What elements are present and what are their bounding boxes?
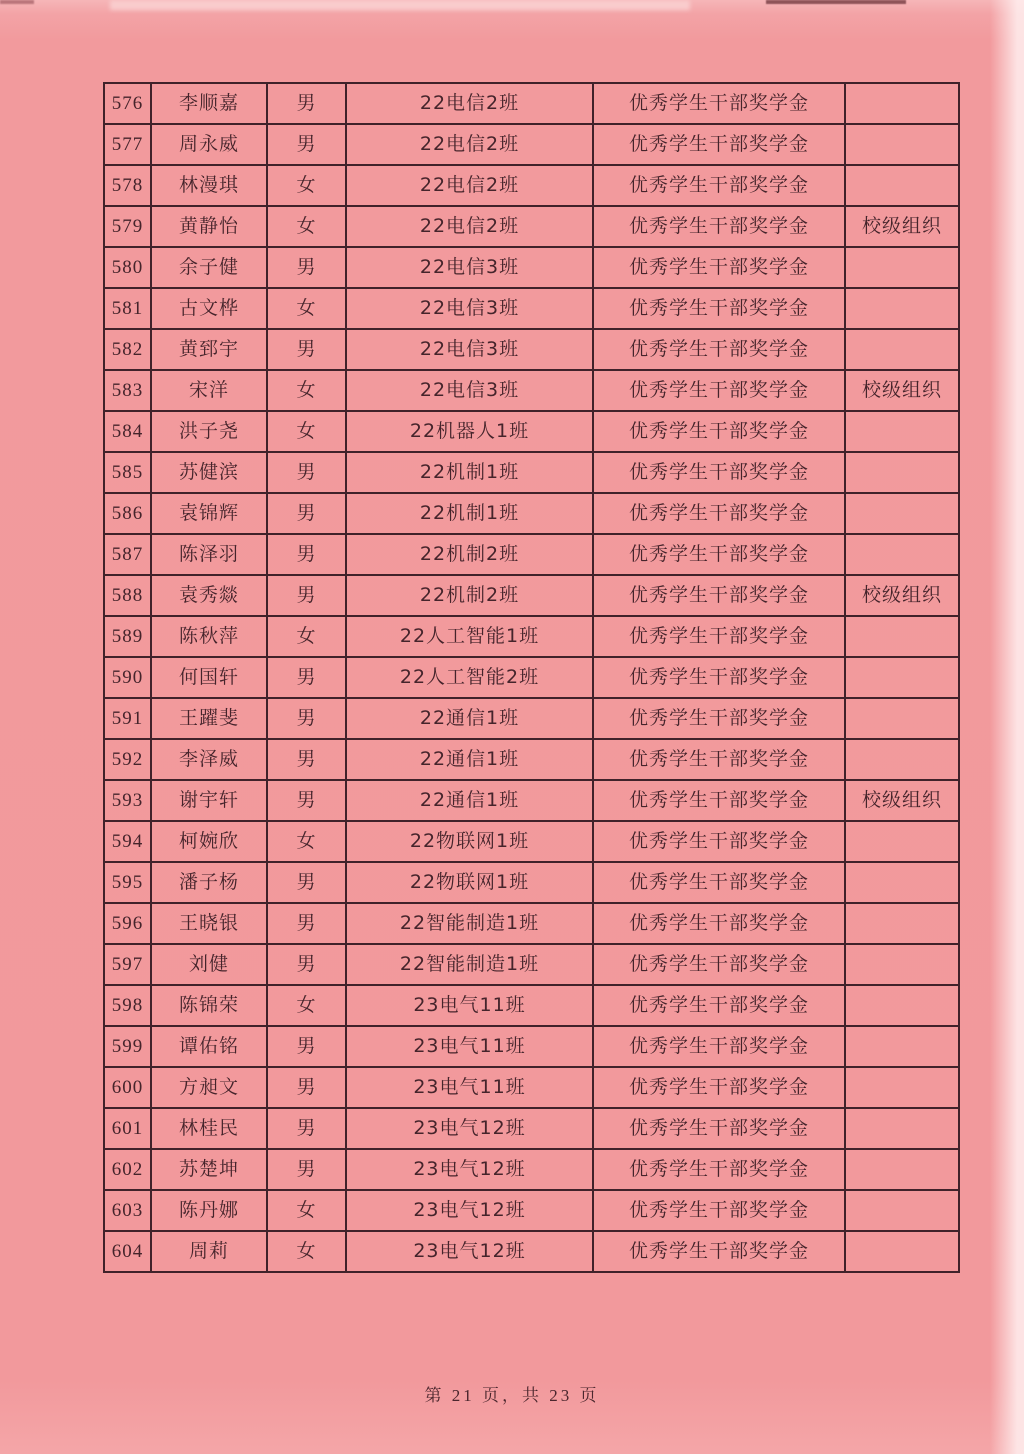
cell-name: 宋洋 — [151, 370, 267, 411]
cell-serial: 580 — [104, 247, 151, 288]
cell-award: 优秀学生干部奖学金 — [593, 247, 845, 288]
cell-name: 谢宇轩 — [151, 780, 267, 821]
cell-name: 刘健 — [151, 944, 267, 985]
scan-ink-streak — [0, 0, 34, 4]
cell-class: 22通信1班 — [346, 698, 593, 739]
table-row — [104, 452, 959, 493]
cell-gender: 男 — [267, 1067, 346, 1108]
cell-award: 优秀学生干部奖学金 — [593, 903, 845, 944]
cell-note — [845, 616, 959, 657]
cell-class: 22机制2班 — [346, 575, 593, 616]
scan-ink-streak — [766, 0, 906, 4]
cell-award: 优秀学生干部奖学金 — [593, 534, 845, 575]
cell-class: 22机制1班 — [346, 452, 593, 493]
cell-class: 22电信2班 — [346, 206, 593, 247]
cell-award: 优秀学生干部奖学金 — [593, 452, 845, 493]
table-row — [104, 247, 959, 288]
cell-class: 22智能制造1班 — [346, 944, 593, 985]
cell-gender: 男 — [267, 862, 346, 903]
cell-gender: 男 — [267, 739, 346, 780]
cell-serial: 585 — [104, 452, 151, 493]
cell-note — [845, 862, 959, 903]
table-row — [104, 206, 959, 247]
cell-note — [845, 944, 959, 985]
cell-class: 23电气11班 — [346, 985, 593, 1026]
cell-award: 优秀学生干部奖学金 — [593, 739, 845, 780]
cell-name: 林漫琪 — [151, 165, 267, 206]
cell-class: 23电气11班 — [346, 1067, 593, 1108]
cell-gender: 男 — [267, 452, 346, 493]
cell-note — [845, 698, 959, 739]
cell-serial: 595 — [104, 862, 151, 903]
cell-award: 优秀学生干部奖学金 — [593, 985, 845, 1026]
table-row — [104, 862, 959, 903]
cell-award: 优秀学生干部奖学金 — [593, 329, 845, 370]
table-row — [104, 370, 959, 411]
cell-gender: 女 — [267, 206, 346, 247]
cell-note — [845, 657, 959, 698]
cell-serial: 598 — [104, 985, 151, 1026]
cell-name: 王躍斐 — [151, 698, 267, 739]
table-row — [104, 1149, 959, 1190]
cell-gender: 女 — [267, 288, 346, 329]
cell-note — [845, 493, 959, 534]
cell-name: 古文桦 — [151, 288, 267, 329]
table-row — [104, 288, 959, 329]
cell-class: 22通信1班 — [346, 739, 593, 780]
table-row — [104, 903, 959, 944]
cell-class: 22物联网1班 — [346, 862, 593, 903]
table-row — [104, 1026, 959, 1067]
table-row — [104, 575, 959, 616]
table-row — [104, 739, 959, 780]
cell-class: 22机制1班 — [346, 493, 593, 534]
table-row — [104, 1231, 959, 1272]
cell-gender: 男 — [267, 1108, 346, 1149]
cell-award: 优秀学生干部奖学金 — [593, 411, 845, 452]
cell-award: 优秀学生干部奖学金 — [593, 862, 845, 903]
cell-serial: 584 — [104, 411, 151, 452]
cell-note — [845, 1190, 959, 1231]
cell-serial: 579 — [104, 206, 151, 247]
cell-gender: 男 — [267, 903, 346, 944]
cell-gender: 女 — [267, 821, 346, 862]
table-row — [104, 124, 959, 165]
cell-note — [845, 1108, 959, 1149]
table-row — [104, 329, 959, 370]
cell-name: 方昶文 — [151, 1067, 267, 1108]
cell-class: 22电信2班 — [346, 124, 593, 165]
table-row — [104, 1108, 959, 1149]
cell-serial: 592 — [104, 739, 151, 780]
cell-name: 何国轩 — [151, 657, 267, 698]
cell-class: 22人工智能2班 — [346, 657, 593, 698]
cell-class: 22通信1班 — [346, 780, 593, 821]
scholarship-roster-table — [103, 82, 960, 1273]
cell-gender: 男 — [267, 575, 346, 616]
cell-note — [845, 821, 959, 862]
cell-serial: 578 — [104, 165, 151, 206]
cell-note: 校级组织 — [845, 780, 959, 821]
table-row — [104, 985, 959, 1026]
cell-serial: 582 — [104, 329, 151, 370]
cell-name: 王晓银 — [151, 903, 267, 944]
cell-serial: 591 — [104, 698, 151, 739]
cell-gender: 女 — [267, 165, 346, 206]
cell-award: 优秀学生干部奖学金 — [593, 1190, 845, 1231]
cell-gender: 男 — [267, 493, 346, 534]
cell-gender: 男 — [267, 944, 346, 985]
cell-serial: 593 — [104, 780, 151, 821]
table-row — [104, 1190, 959, 1231]
cell-serial: 603 — [104, 1190, 151, 1231]
cell-class: 22电信3班 — [346, 288, 593, 329]
cell-serial: 581 — [104, 288, 151, 329]
cell-class: 22物联网1班 — [346, 821, 593, 862]
cell-note — [845, 452, 959, 493]
cell-name: 袁秀燚 — [151, 575, 267, 616]
cell-class: 22人工智能1班 — [346, 616, 593, 657]
scan-edge-highlight — [990, 0, 1024, 1454]
cell-note: 校级组织 — [845, 370, 959, 411]
table-row — [104, 165, 959, 206]
cell-award: 优秀学生干部奖学金 — [593, 1231, 845, 1272]
cell-gender: 男 — [267, 780, 346, 821]
cell-name: 苏楚坤 — [151, 1149, 267, 1190]
cell-name: 周莉 — [151, 1231, 267, 1272]
cell-gender: 女 — [267, 616, 346, 657]
cell-serial: 589 — [104, 616, 151, 657]
cell-gender: 女 — [267, 411, 346, 452]
cell-award: 优秀学生干部奖学金 — [593, 493, 845, 534]
cell-class: 22机制2班 — [346, 534, 593, 575]
cell-serial: 602 — [104, 1149, 151, 1190]
cell-serial: 594 — [104, 821, 151, 862]
cell-name: 李泽威 — [151, 739, 267, 780]
cell-class: 23电气12班 — [346, 1190, 593, 1231]
cell-name: 林桂民 — [151, 1108, 267, 1149]
cell-gender: 女 — [267, 370, 346, 411]
cell-note — [845, 903, 959, 944]
table-row — [104, 821, 959, 862]
cell-award: 优秀学生干部奖学金 — [593, 288, 845, 329]
cell-award: 优秀学生干部奖学金 — [593, 616, 845, 657]
cell-note — [845, 288, 959, 329]
cell-name: 谭佑铭 — [151, 1026, 267, 1067]
cell-award: 优秀学生干部奖学金 — [593, 780, 845, 821]
cell-serial: 577 — [104, 124, 151, 165]
cell-award: 优秀学生干部奖学金 — [593, 83, 845, 124]
cell-note — [845, 165, 959, 206]
cell-note — [845, 1026, 959, 1067]
cell-note — [845, 247, 959, 288]
cell-note — [845, 1149, 959, 1190]
cell-name: 袁锦辉 — [151, 493, 267, 534]
cell-note — [845, 83, 959, 124]
cell-gender: 男 — [267, 1149, 346, 1190]
cell-serial: 596 — [104, 903, 151, 944]
table-row — [104, 780, 959, 821]
cell-note — [845, 329, 959, 370]
cell-award: 优秀学生干部奖学金 — [593, 1026, 845, 1067]
cell-note — [845, 1067, 959, 1108]
cell-class: 22机器人1班 — [346, 411, 593, 452]
cell-serial: 604 — [104, 1231, 151, 1272]
cell-note — [845, 411, 959, 452]
table-row — [104, 83, 959, 124]
cell-award: 优秀学生干部奖学金 — [593, 165, 845, 206]
cell-name: 陈秋萍 — [151, 616, 267, 657]
cell-gender: 男 — [267, 329, 346, 370]
cell-gender: 男 — [267, 698, 346, 739]
table-row — [104, 534, 959, 575]
cell-note: 校级组织 — [845, 206, 959, 247]
cell-serial: 599 — [104, 1026, 151, 1067]
cell-award: 优秀学生干部奖学金 — [593, 821, 845, 862]
cell-award: 优秀学生干部奖学金 — [593, 1067, 845, 1108]
cell-note — [845, 1231, 959, 1272]
cell-serial: 587 — [104, 534, 151, 575]
cell-serial: 597 — [104, 944, 151, 985]
cell-gender: 女 — [267, 985, 346, 1026]
cell-class: 23电气12班 — [346, 1108, 593, 1149]
cell-award: 优秀学生干部奖学金 — [593, 944, 845, 985]
cell-award: 优秀学生干部奖学金 — [593, 206, 845, 247]
cell-gender: 男 — [267, 124, 346, 165]
cell-name: 黄静怡 — [151, 206, 267, 247]
cell-serial: 588 — [104, 575, 151, 616]
cell-class: 22电信3班 — [346, 247, 593, 288]
cell-gender: 男 — [267, 247, 346, 288]
table-row — [104, 698, 959, 739]
cell-serial: 600 — [104, 1067, 151, 1108]
cell-note — [845, 534, 959, 575]
cell-gender: 男 — [267, 657, 346, 698]
cell-note — [845, 985, 959, 1026]
cell-class: 23电气12班 — [346, 1149, 593, 1190]
table-row — [104, 411, 959, 452]
cell-award: 优秀学生干部奖学金 — [593, 1149, 845, 1190]
cell-class: 22智能制造1班 — [346, 903, 593, 944]
cell-note: 校级组织 — [845, 575, 959, 616]
cell-name: 苏健滨 — [151, 452, 267, 493]
cell-name: 潘子杨 — [151, 862, 267, 903]
cell-note — [845, 124, 959, 165]
cell-award: 优秀学生干部奖学金 — [593, 575, 845, 616]
table-row — [104, 657, 959, 698]
page-footer: 第 21 页，共 23 页 — [424, 1386, 600, 1405]
cell-name: 陈锦荣 — [151, 985, 267, 1026]
cell-class: 22电信3班 — [346, 329, 593, 370]
cell-gender: 女 — [267, 1190, 346, 1231]
cell-class: 23电气11班 — [346, 1026, 593, 1067]
table-row — [104, 1067, 959, 1108]
cell-award: 优秀学生干部奖学金 — [593, 1108, 845, 1149]
cell-gender: 男 — [267, 534, 346, 575]
cell-name: 李顺嘉 — [151, 83, 267, 124]
cell-gender: 男 — [267, 1026, 346, 1067]
cell-name: 洪子尧 — [151, 411, 267, 452]
cell-name: 陈泽羽 — [151, 534, 267, 575]
cell-name: 余子健 — [151, 247, 267, 288]
cell-class: 22电信2班 — [346, 83, 593, 124]
cell-gender: 女 — [267, 1231, 346, 1272]
cell-name: 黄郅宇 — [151, 329, 267, 370]
cell-gender: 男 — [267, 83, 346, 124]
cell-award: 优秀学生干部奖学金 — [593, 124, 845, 165]
table-row — [104, 493, 959, 534]
cell-name: 周永威 — [151, 124, 267, 165]
cell-name: 柯婉欣 — [151, 821, 267, 862]
cell-note — [845, 739, 959, 780]
cell-name: 陈丹娜 — [151, 1190, 267, 1231]
cell-serial: 601 — [104, 1108, 151, 1149]
cell-serial: 586 — [104, 493, 151, 534]
cell-class: 22电信2班 — [346, 165, 593, 206]
cell-award: 优秀学生干部奖学金 — [593, 370, 845, 411]
cell-award: 优秀学生干部奖学金 — [593, 698, 845, 739]
table-row — [104, 616, 959, 657]
scan-top-highlight — [110, 0, 690, 10]
cell-serial: 590 — [104, 657, 151, 698]
cell-class: 23电气12班 — [346, 1231, 593, 1272]
table-row — [104, 944, 959, 985]
cell-serial: 576 — [104, 83, 151, 124]
cell-award: 优秀学生干部奖学金 — [593, 657, 845, 698]
cell-serial: 583 — [104, 370, 151, 411]
cell-class: 22电信3班 — [346, 370, 593, 411]
